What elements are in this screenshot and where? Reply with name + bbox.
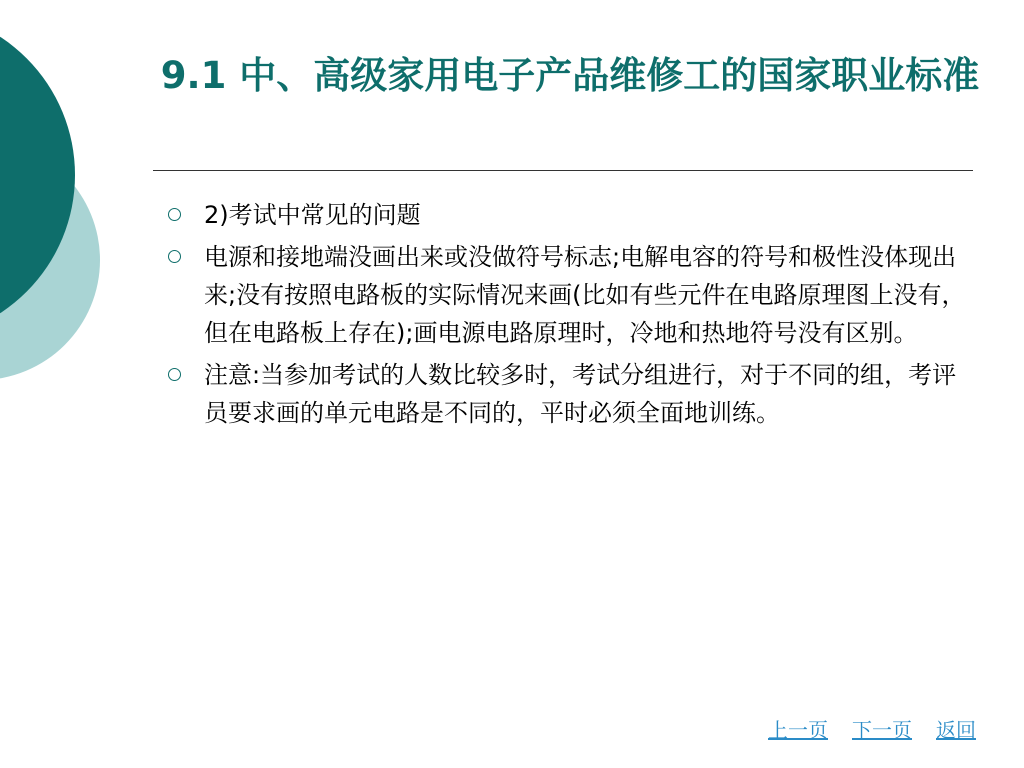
decorative-circles	[0, 0, 120, 420]
circle-bullet-icon	[168, 368, 181, 381]
title-divider	[153, 170, 973, 171]
slide-navigation	[768, 714, 976, 743]
back-link[interactable]: 返回	[936, 718, 976, 742]
bullet-item	[168, 196, 968, 234]
circle-bullet-icon	[168, 250, 181, 263]
slide-title: 9.1 中、高级家用电子产品维修工的国家职业标准	[160, 54, 980, 97]
next-page-link[interactable]: 下一页	[852, 718, 912, 742]
bullet-text: 电源和接地端没画出来或没做符号标志;电解电容的符号和极性没体现出来;没有按照电路板的实际情况来画(比如有些元件在电路原理图上没有，但在电路板上存在);画电源电路原理时，冷地和热地符号没有区别。	[204, 243, 966, 347]
bullet-list	[168, 196, 968, 436]
circle-bullet-icon	[168, 208, 181, 221]
bullet-item	[168, 356, 968, 432]
bullet-item	[168, 238, 968, 352]
bullet-text: 2)考试中常见的问题	[204, 201, 421, 229]
bullet-text: 注意:当参加考试的人数比较多时，考试分组进行，对于不同的组，考评员要求画的单元电路是不同的，平时必须全面地训练。	[204, 361, 957, 427]
prev-page-link[interactable]: 上一页	[768, 718, 828, 742]
